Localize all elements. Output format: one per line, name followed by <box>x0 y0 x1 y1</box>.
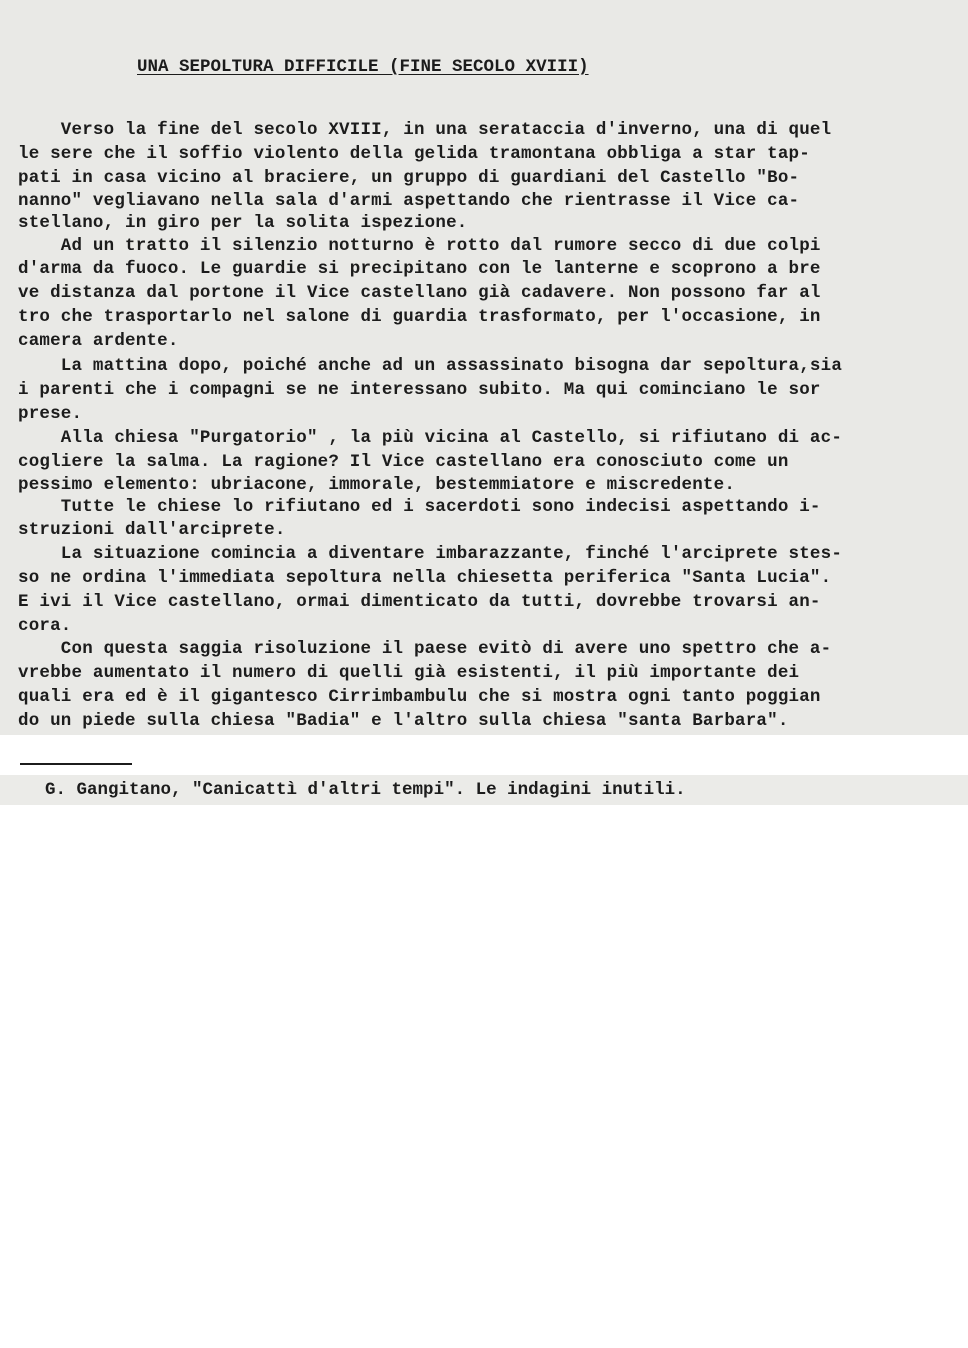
body-line: pati in casa vicino al braciere, un gruppo di guardiani del Castello "Bo- <box>18 168 800 188</box>
body-line: so ne ordina l'immediata sepoltura nella chiesetta periferica "Santa Lucia". <box>18 568 832 588</box>
body-line: Ad un tratto il silenzio notturno è rotto dal rumore secco di due colpi <box>18 236 821 256</box>
body-line: vrebbe aumentato il numero di quelli già esistenti, il più importante dei <box>18 663 800 683</box>
footnote-rule <box>20 763 132 765</box>
body-line: Verso la fine del secolo XVIII, in una serataccia d'inverno, una di quel <box>18 120 832 140</box>
body-line: le sere che il soffio violento della gelida tramontana obbliga a star tap- <box>18 144 810 164</box>
body-line: quali era ed è il gigantesco Cirrimbambulu che si mostra ogni tanto poggian <box>18 687 821 707</box>
body-line: prese. <box>18 404 83 424</box>
body-line: d'arma da fuoco. Le guardie si precipitano con le lanterne e scoprono a bre <box>18 259 821 279</box>
body-line: nanno" vegliavano nella sala d'armi aspettando che rientrasse il Vice ca- <box>18 191 800 211</box>
body-line: camera ardente. <box>18 331 179 351</box>
body-line: cora. <box>18 616 72 636</box>
body-line: ve distanza dal portone il Vice castellano già cadavere. Non possono far al <box>18 283 821 303</box>
footnote: G. Gangitano, "Canicattì d'altri tempi". Le indagini inutili. <box>45 780 686 800</box>
body-line: Con questa saggia risoluzione il paese evitò di avere uno spettro che a- <box>18 639 832 659</box>
body-line: La situazione comincia a diventare imbarazzante, finché l'arciprete stes- <box>18 544 843 564</box>
body-line: cogliere la salma. La ragione? Il Vice castellano era conosciuto come un <box>18 452 789 472</box>
body-line: Alla chiesa "Purgatorio" , la più vicina al Castello, si rifiutano di ac- <box>18 428 843 448</box>
body-line: struzioni dall'arciprete. <box>18 520 286 540</box>
body-line: E ivi il Vice castellano, ormai dimenticato da tutti, dovrebbe trovarsi an- <box>18 592 821 612</box>
body-line: Tutte le chiese lo rifiutano ed i sacerdoti sono indecisi aspettando i- <box>18 497 821 517</box>
document-title: UNA SEPOLTURA DIFFICILE (FINE SECOLO XVIII) <box>137 57 589 77</box>
body-line: La mattina dopo, poiché anche ad un assassinato bisogna dar sepoltura,sia <box>18 356 843 376</box>
body-line: i parenti che i compagni se ne interessano subito. Ma qui cominciano le sor <box>18 380 821 400</box>
body-line: pessimo elemento: ubriacone, immorale, bestemmiatore e miscredente. <box>18 475 736 495</box>
body-line: stellano, in giro per la solita ispezione. <box>18 213 468 233</box>
body-line: tro che trasportarlo nel salone di guardia trasformato, per l'occasione, in <box>18 307 821 327</box>
body-line: do un piede sulla chiesa "Badia" e l'altro sulla chiesa "santa Barbara". <box>18 711 789 731</box>
